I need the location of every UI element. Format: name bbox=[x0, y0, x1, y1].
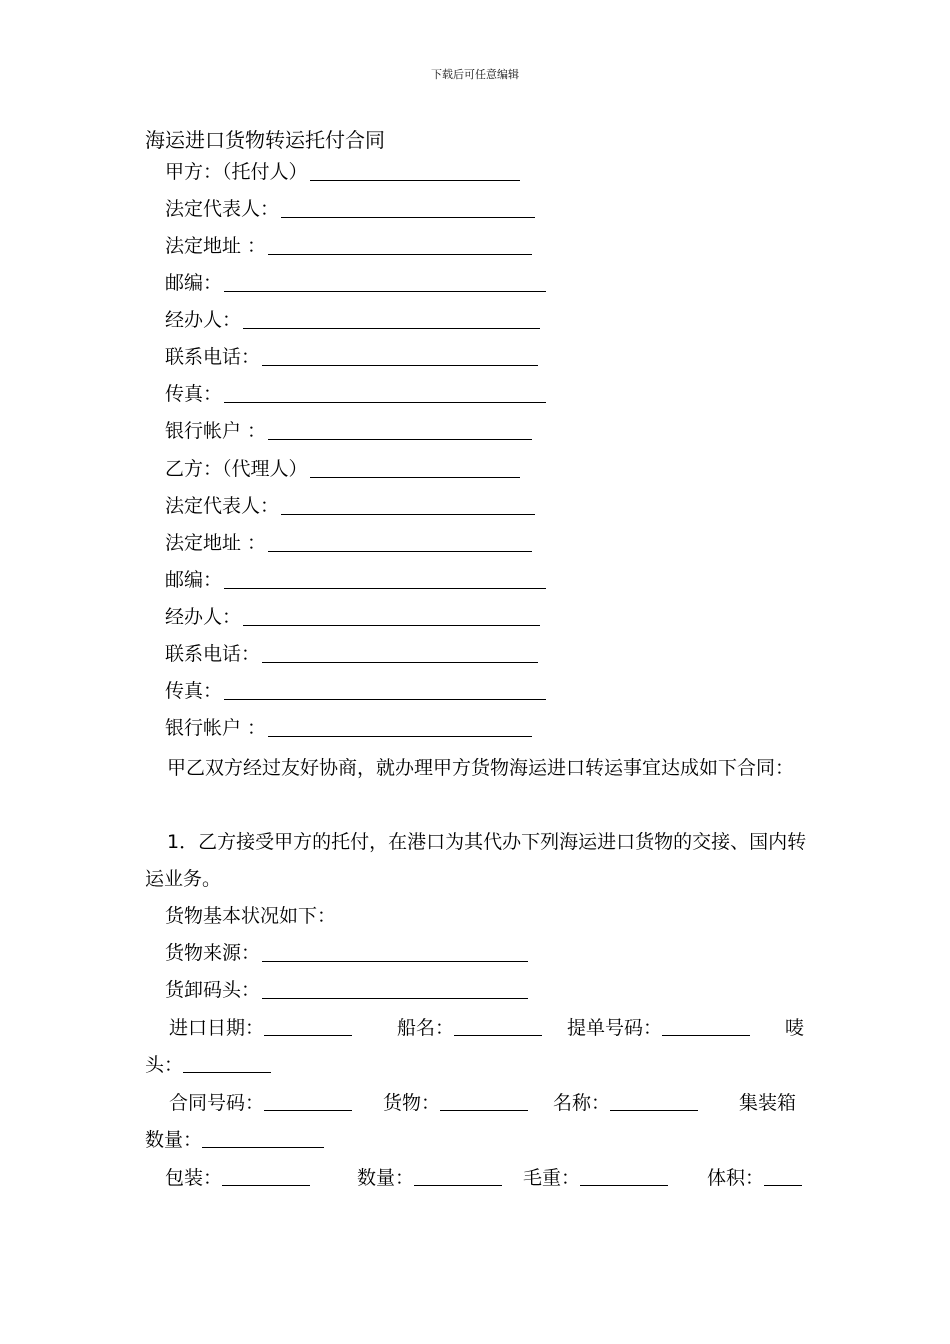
bill-no-blank[interactable] bbox=[662, 1013, 750, 1036]
goods-label: 货物： bbox=[383, 1092, 441, 1114]
party-b-phone-row bbox=[165, 640, 538, 668]
contract-no-label: 合同号码： bbox=[169, 1092, 265, 1114]
party-a-address-blank[interactable] bbox=[268, 232, 532, 255]
party-b-legal-rep-blank[interactable] bbox=[281, 492, 535, 515]
party-b-legal-rep-label: 法定代表人： bbox=[165, 495, 280, 517]
container-label: 集装箱 bbox=[739, 1092, 797, 1114]
page-header: 下载后可任意编辑 bbox=[431, 68, 519, 81]
unload-dock-row bbox=[165, 976, 528, 1004]
quantity-label: 数量： bbox=[357, 1167, 415, 1189]
party-b-heading-row bbox=[165, 455, 520, 483]
party-b-blank[interactable] bbox=[310, 455, 520, 478]
party-b-postcode-label: 邮编： bbox=[165, 569, 223, 591]
party-b-address-blank[interactable] bbox=[268, 529, 532, 552]
party-a-bank-blank[interactable] bbox=[268, 417, 532, 440]
gross-weight-blank[interactable] bbox=[580, 1163, 668, 1186]
party-a-blank[interactable] bbox=[310, 158, 520, 181]
goods-source-label: 货物来源： bbox=[165, 942, 261, 964]
party-a-heading-row bbox=[165, 158, 520, 186]
party-b-agent-row bbox=[165, 603, 540, 631]
unload-dock-blank[interactable] bbox=[262, 976, 528, 999]
party-a-fax-blank[interactable] bbox=[224, 380, 546, 403]
party-a-phone-row bbox=[165, 343, 538, 371]
party-b-legal-rep-row bbox=[165, 492, 535, 520]
party-b-postcode-blank[interactable] bbox=[224, 566, 546, 589]
party-a-agent-blank[interactable] bbox=[243, 306, 540, 329]
volume-label: 体积： bbox=[707, 1167, 765, 1189]
contract-info-row bbox=[145, 1088, 807, 1118]
mark-label-end: 头： bbox=[145, 1054, 184, 1076]
mark-label-start: 唛 bbox=[785, 1017, 805, 1039]
party-a-legal-rep-label: 法定代表人： bbox=[165, 198, 280, 220]
mark-row bbox=[145, 1050, 807, 1080]
party-b-fax-row bbox=[165, 677, 546, 705]
party-a-phone-label: 联系电话： bbox=[165, 346, 261, 368]
packing-label: 包装： bbox=[165, 1167, 223, 1189]
mark-blank[interactable] bbox=[183, 1050, 271, 1073]
party-a-fax-row bbox=[165, 380, 546, 408]
goods-source-blank[interactable] bbox=[262, 939, 528, 962]
party-b-phone-label: 联系电话： bbox=[165, 643, 261, 665]
packing-info-row bbox=[145, 1163, 807, 1193]
party-b-agent-label: 经办人： bbox=[165, 606, 242, 628]
party-a-bank-label: 银行帐户 ： bbox=[165, 420, 267, 442]
party-a-legal-rep-blank[interactable] bbox=[281, 195, 535, 218]
container-quantity-label: 数量： bbox=[145, 1129, 203, 1151]
party-b-bank-label: 银行帐户 ： bbox=[165, 717, 267, 739]
party-a-address-label: 法定地址 ： bbox=[165, 235, 267, 257]
ship-name-blank[interactable] bbox=[454, 1013, 542, 1036]
packing-blank[interactable] bbox=[222, 1163, 310, 1186]
party-b-heading: 乙方：（代理人） bbox=[165, 458, 308, 480]
party-a-fax-label: 传真： bbox=[165, 383, 223, 405]
gross-weight-label: 毛重： bbox=[523, 1167, 581, 1189]
goods-source-row bbox=[165, 939, 528, 967]
party-b-fax-label: 传真： bbox=[165, 680, 223, 702]
party-b-address-label: 法定地址 ： bbox=[165, 532, 267, 554]
name-label: 名称： bbox=[553, 1092, 611, 1114]
party-b-bank-blank[interactable] bbox=[268, 714, 532, 737]
party-b-fax-blank[interactable] bbox=[224, 677, 546, 700]
intro-paragraph: 甲乙双方经过友好协商，就办理甲方货物海运进口转运事宜达成如下合同： bbox=[167, 757, 795, 779]
container-quantity-blank[interactable] bbox=[202, 1125, 324, 1148]
party-b-bank-row bbox=[165, 714, 532, 742]
document-title: 海运进口货物转运托付合同 bbox=[145, 128, 385, 152]
party-a-bank-row bbox=[165, 417, 532, 445]
clause-1-paragraph: 1．乙方接受甲方的托付，在港口为其代办下列海运进口货物的交接、国内转运业务。 bbox=[145, 831, 807, 890]
party-a-address-row bbox=[165, 232, 532, 260]
goods-blank[interactable] bbox=[440, 1088, 528, 1111]
import-date-label: 进口日期： bbox=[169, 1017, 265, 1039]
unload-dock-label: 货卸码头： bbox=[165, 979, 261, 1001]
goods-heading-row bbox=[165, 902, 336, 930]
bill-no-label: 提单号码： bbox=[567, 1017, 663, 1039]
party-a-postcode-row bbox=[165, 269, 546, 297]
name-blank[interactable] bbox=[610, 1088, 698, 1111]
volume-blank[interactable] bbox=[764, 1163, 802, 1186]
party-a-postcode-label: 邮编： bbox=[165, 272, 223, 294]
contract-no-blank[interactable] bbox=[264, 1088, 352, 1111]
quantity-blank[interactable] bbox=[414, 1163, 502, 1186]
party-a-legal-rep-row bbox=[165, 195, 535, 223]
party-a-heading: 甲方：（托付人） bbox=[165, 161, 308, 183]
party-b-agent-blank[interactable] bbox=[243, 603, 540, 626]
party-a-phone-blank[interactable] bbox=[262, 343, 538, 366]
party-b-phone-blank[interactable] bbox=[262, 640, 538, 663]
ship-name-label: 船名： bbox=[397, 1017, 455, 1039]
import-date-blank[interactable] bbox=[264, 1013, 352, 1036]
party-b-postcode-row bbox=[165, 566, 546, 594]
container-quantity-row bbox=[145, 1125, 807, 1155]
party-a-agent-label: 经办人： bbox=[165, 309, 242, 331]
party-a-postcode-blank[interactable] bbox=[224, 269, 546, 292]
import-info-row bbox=[145, 1013, 807, 1043]
goods-heading: 货物基本状况如下： bbox=[165, 905, 337, 927]
party-b-address-row bbox=[165, 529, 532, 557]
party-a-agent-row bbox=[165, 306, 540, 334]
